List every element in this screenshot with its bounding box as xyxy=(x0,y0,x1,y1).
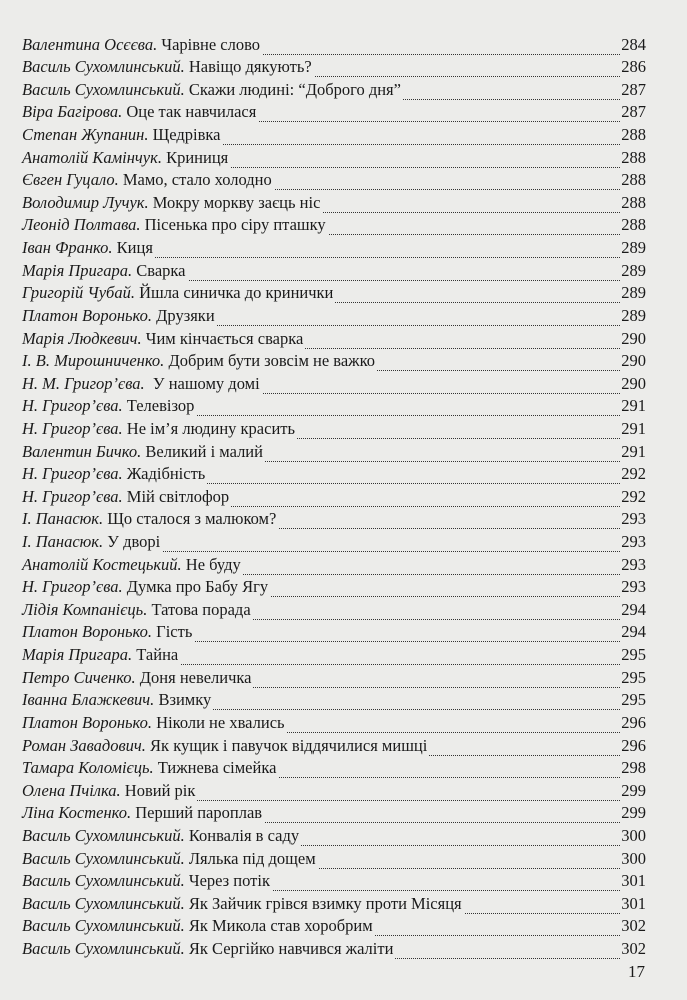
toc-author: Анатолій Костецький. xyxy=(22,554,182,574)
toc-entry-text xyxy=(22,57,314,77)
toc-page-number: 296 xyxy=(621,735,646,755)
toc-leader-line xyxy=(260,393,620,394)
toc-entry-text xyxy=(22,622,194,642)
toc-title: Татова порада xyxy=(147,599,251,619)
toc-page-number: 291 xyxy=(621,418,646,438)
toc-author: Марія Пригара. xyxy=(22,260,133,280)
toc-title: Великий і малий xyxy=(141,441,263,461)
toc-entry-text xyxy=(22,396,196,416)
toc-author: Василь Сухомлинський. xyxy=(22,79,185,99)
toc-leader-line xyxy=(160,551,620,552)
toc-leader-line xyxy=(316,868,620,869)
toc-title: Скажи людині: “Доброго дня” xyxy=(184,79,401,99)
toc-leader-line xyxy=(393,958,620,959)
toc-page-number: 302 xyxy=(621,916,646,936)
toc-leader-line xyxy=(333,302,620,303)
toc-author: Олена Пчілка. xyxy=(22,780,121,800)
toc-leader-line xyxy=(251,619,620,620)
toc-entry-text xyxy=(22,916,375,936)
toc-title: Як Зайчик грівся взимку проти Місяця xyxy=(184,893,462,913)
toc-title: Пісенька про сіру пташку xyxy=(140,215,326,235)
toc-leader-line xyxy=(211,709,620,710)
toc-author: Н. М. Григор’єва. xyxy=(22,373,145,393)
toc-leader-line xyxy=(186,280,620,281)
toc-author: Василь Сухомлинський. xyxy=(22,825,185,845)
toc-entry xyxy=(22,511,646,534)
toc-leader-line xyxy=(263,461,620,462)
toc-entry-text xyxy=(22,736,429,756)
toc-page-number: 292 xyxy=(621,464,646,484)
toc-entry xyxy=(22,782,646,805)
toc-entry-text xyxy=(22,442,265,462)
toc-entry-text xyxy=(22,532,162,552)
toc-author: Н. Григор’єва. xyxy=(22,486,123,506)
toc-author: Валентин Бичко. xyxy=(22,441,142,461)
toc-entry-text xyxy=(22,803,264,823)
toc-title: Щедрівка xyxy=(148,125,221,145)
toc-title: Лялька під дощем xyxy=(184,848,316,868)
toc-title: Що сталося з малюком? xyxy=(103,509,277,529)
toc-entry-text xyxy=(22,690,213,710)
toc-title: Оце так навчилася xyxy=(122,102,257,122)
toc-leader-line xyxy=(195,800,620,801)
toc-entry xyxy=(22,149,646,172)
toc-page-number: 293 xyxy=(621,509,646,529)
toc-leader-line xyxy=(153,257,620,258)
toc-author: Н. Григор’єва. xyxy=(22,464,123,484)
toc-entry-text xyxy=(22,849,318,869)
toc-title: Доня невеличка xyxy=(135,667,252,687)
toc-entry-text xyxy=(22,170,274,190)
toc-entry xyxy=(22,466,646,489)
toc-entry-text xyxy=(22,102,258,122)
toc-entry xyxy=(22,533,646,556)
toc-author: Марія Пригара. xyxy=(22,645,133,665)
toc-page-number: 294 xyxy=(621,599,646,619)
toc-page-number: 289 xyxy=(621,260,646,280)
toc-title: Йшла синичка до кринички xyxy=(134,283,334,303)
toc-entry xyxy=(22,940,646,963)
toc-entry-text xyxy=(22,125,222,145)
toc-entry xyxy=(22,104,646,127)
toc-page-number: 291 xyxy=(621,396,646,416)
toc-page-number: 289 xyxy=(621,305,646,325)
toc-entry xyxy=(22,420,646,443)
toc-page-number: 284 xyxy=(621,34,646,54)
toc-author: Н. Григор’єва. xyxy=(22,577,123,597)
toc-leader-line xyxy=(215,325,620,326)
toc-entry xyxy=(22,375,646,398)
toc-entry xyxy=(22,194,646,217)
toc-title: Як Микола став хоробрим xyxy=(184,916,373,936)
toc-entry xyxy=(22,873,646,896)
toc-entry xyxy=(22,81,646,104)
toc-title: Перший пароплав xyxy=(131,803,263,823)
toc-leader-line xyxy=(228,167,620,168)
toc-leader-line xyxy=(427,755,620,756)
toc-entry-text xyxy=(22,283,335,303)
toc-leader-line xyxy=(462,913,620,914)
toc-title: Не буду xyxy=(181,554,241,574)
toc-author: І. Панасюк. xyxy=(22,532,104,552)
toc-entry xyxy=(22,443,646,466)
toc-title: Чарівне слово xyxy=(157,34,261,54)
toc-title: У дворі xyxy=(103,532,161,552)
toc-entry-text xyxy=(22,600,253,620)
toc-author: Степан Жупанин. xyxy=(22,125,149,145)
toc-leader-line xyxy=(295,438,620,439)
toc-title: Взимку xyxy=(154,690,212,710)
toc-title: Сварка xyxy=(132,260,186,280)
toc-entry-text xyxy=(22,487,231,507)
toc-title: Тижнева сімейка xyxy=(153,758,277,778)
toc-entry xyxy=(22,36,646,59)
toc-author: Ліна Костенко. xyxy=(22,803,132,823)
toc-page-number: 298 xyxy=(621,758,646,778)
toc-entry-text xyxy=(22,668,253,688)
toc-entry xyxy=(22,646,646,669)
toc-title: Чим кінчається сварка xyxy=(141,328,304,348)
page-number: 17 xyxy=(628,962,645,981)
toc-leader-line xyxy=(178,664,620,665)
toc-page-number: 291 xyxy=(621,441,646,461)
toc-leader-line xyxy=(326,234,620,235)
toc-page-number: 293 xyxy=(621,577,646,597)
toc-title: Криниця xyxy=(161,147,229,167)
toc-author: Платон Воронько. xyxy=(22,712,153,732)
toc-page-number: 289 xyxy=(621,283,646,303)
toc-author: Іван Франко. xyxy=(22,238,113,258)
toc-author: Лідія Компанієць. xyxy=(22,599,148,619)
toc-leader-line xyxy=(276,777,620,778)
toc-page-number: 287 xyxy=(621,79,646,99)
toc-leader-line xyxy=(320,212,620,213)
toc-page-number: 293 xyxy=(621,554,646,574)
toc-author: Тамара Коломієць. xyxy=(22,758,154,778)
toc-leader-line xyxy=(241,574,620,575)
toc-page-number: 300 xyxy=(621,825,646,845)
toc-entry xyxy=(22,307,646,330)
toc-leader-line xyxy=(251,687,620,688)
toc-title: Друзяки xyxy=(152,305,215,325)
toc-author: Василь Сухомлинський. xyxy=(22,938,185,958)
toc-title: Ніколи не хвались xyxy=(152,712,285,732)
toc-page-number: 293 xyxy=(621,532,646,552)
toc-entry xyxy=(22,850,646,873)
toc-page-number: 289 xyxy=(621,238,646,258)
toc-entry xyxy=(22,59,646,82)
toc-author: І. В. Мирошниченко. xyxy=(22,351,165,371)
toc-leader-line xyxy=(260,54,620,55)
toc-page-number: 296 xyxy=(621,712,646,732)
toc-leader-line xyxy=(192,641,620,642)
toc-page-number: 295 xyxy=(621,690,646,710)
toc-title: Мамо, стало холодно xyxy=(118,170,272,190)
toc-entry xyxy=(22,488,646,511)
toc-author: Володимир Лучук. xyxy=(22,192,149,212)
toc-entry xyxy=(22,330,646,353)
toc-entry xyxy=(22,692,646,715)
toc-entry-text xyxy=(22,577,270,597)
toc-leader-line xyxy=(229,506,620,507)
toc-leader-line xyxy=(375,370,620,371)
toc-page-number: 288 xyxy=(621,215,646,235)
toc-page-number: 290 xyxy=(621,328,646,348)
toc-title: Добрим бути зовсім не важко xyxy=(164,351,376,371)
toc-entry xyxy=(22,579,646,602)
toc-author: Валентина Осєєва. xyxy=(22,34,158,54)
toc-entry xyxy=(22,805,646,828)
toc-author: Н. Григор’єва. xyxy=(22,418,123,438)
toc-leader-line xyxy=(256,121,620,122)
toc-leader-line xyxy=(276,528,620,529)
toc-entry xyxy=(22,895,646,918)
table-of-contents xyxy=(22,36,687,963)
toc-entry-text xyxy=(22,464,207,484)
toc-author: Григорій Чубай. xyxy=(22,283,135,303)
toc-page-number: 302 xyxy=(621,938,646,958)
toc-entry xyxy=(22,217,646,240)
toc-entry xyxy=(22,353,646,376)
toc-entry xyxy=(22,918,646,941)
toc-leader-line xyxy=(303,348,620,349)
toc-leader-line xyxy=(373,935,620,936)
toc-leader-line xyxy=(205,483,620,484)
toc-leader-line xyxy=(194,415,620,416)
toc-page-number: 286 xyxy=(621,57,646,77)
toc-title: Навіщо дякують? xyxy=(184,57,312,77)
toc-author: Василь Сухомлинський. xyxy=(22,871,185,891)
toc-entry-text xyxy=(22,215,328,235)
toc-entry xyxy=(22,624,646,647)
toc-leader-line xyxy=(268,596,620,597)
toc-entry xyxy=(22,737,646,760)
toc-page-number: 299 xyxy=(621,780,646,800)
toc-page-number: 290 xyxy=(621,351,646,371)
toc-title: У нашому домі xyxy=(144,373,260,393)
toc-entry-text xyxy=(22,555,243,575)
toc-page-number: 299 xyxy=(621,803,646,823)
toc-entry-text xyxy=(22,80,403,100)
toc-page-number: 288 xyxy=(621,125,646,145)
toc-author: Василь Сухомлинський. xyxy=(22,893,185,913)
toc-leader-line xyxy=(262,822,620,823)
toc-leader-line xyxy=(285,732,620,733)
toc-leader-line xyxy=(299,845,620,846)
toc-page-number: 287 xyxy=(621,102,646,122)
toc-entry-text xyxy=(22,35,262,55)
toc-title: Думка про Бабу Ягу xyxy=(122,577,269,597)
toc-entry xyxy=(22,126,646,149)
toc-entry-text xyxy=(22,193,322,213)
toc-page-number: 300 xyxy=(621,848,646,868)
toc-entry-text xyxy=(22,261,188,281)
toc-entry xyxy=(22,760,646,783)
toc-page-number: 295 xyxy=(621,667,646,687)
toc-page-number: 301 xyxy=(621,871,646,891)
toc-author: Леонід Полтава. xyxy=(22,215,141,235)
toc-entry xyxy=(22,239,646,262)
toc-entry xyxy=(22,262,646,285)
toc-title: Новий рік xyxy=(120,780,196,800)
toc-entry xyxy=(22,172,646,195)
toc-author: Віра Багірова. xyxy=(22,102,123,122)
toc-entry-text xyxy=(22,781,197,801)
toc-author: Іванна Блажкевич. xyxy=(22,690,155,710)
toc-leader-line xyxy=(312,76,620,77)
toc-title: Як кущик і павучок віддячилися мишці xyxy=(145,735,428,755)
toc-entry xyxy=(22,827,646,850)
toc-author: Євген Гуцало. xyxy=(22,170,119,190)
toc-title: Жадібність xyxy=(122,464,206,484)
toc-entry-text xyxy=(22,758,278,778)
toc-author: Василь Сухомлинський. xyxy=(22,848,185,868)
toc-entry xyxy=(22,669,646,692)
toc-entry-text xyxy=(22,939,395,959)
toc-entry-text xyxy=(22,351,377,371)
toc-author: Василь Сухомлинський. xyxy=(22,916,185,936)
toc-title: Мокру моркву заєць ніс xyxy=(148,192,321,212)
toc-page-number: 301 xyxy=(621,893,646,913)
toc-entry xyxy=(22,601,646,624)
toc-title: Гість xyxy=(152,622,193,642)
toc-entry xyxy=(22,556,646,579)
toc-title: Через потік xyxy=(184,871,270,891)
toc-entry-text xyxy=(22,871,272,891)
toc-author: Анатолій Камінчук. xyxy=(22,147,162,167)
toc-leader-line xyxy=(270,890,620,891)
toc-page-number: 288 xyxy=(621,170,646,190)
toc-entry-text xyxy=(22,238,155,258)
toc-author: Роман Завадович. xyxy=(22,735,146,755)
toc-page-number: 288 xyxy=(621,192,646,212)
toc-title: Конвалія в саду xyxy=(184,825,300,845)
toc-entry-text xyxy=(22,374,262,394)
toc-leader-line xyxy=(220,144,620,145)
toc-author: Марія Людкевич. xyxy=(22,328,142,348)
toc-entry-text xyxy=(22,509,278,529)
toc-entry xyxy=(22,285,646,308)
toc-entry-text xyxy=(22,419,297,439)
toc-leader-line xyxy=(401,99,620,100)
toc-page-number: 288 xyxy=(621,147,646,167)
toc-title: Як Сергійко навчився жаліти xyxy=(184,938,394,958)
toc-entry-text xyxy=(22,306,217,326)
toc-entry-text xyxy=(22,894,464,914)
toc-title: Телевізор xyxy=(122,396,195,416)
toc-entry-text xyxy=(22,329,305,349)
toc-author: І. Панасюк. xyxy=(22,509,104,529)
toc-author: Василь Сухомлинський. xyxy=(22,57,185,77)
toc-entry-text xyxy=(22,826,301,846)
toc-entry-text xyxy=(22,645,180,665)
toc-title: Тайна xyxy=(132,645,179,665)
toc-page-number: 292 xyxy=(621,486,646,506)
toc-title: Мій світлофор xyxy=(122,486,230,506)
toc-title: Не ім’я людину красить xyxy=(122,418,296,438)
toc-author: Н. Григор’єва. xyxy=(22,396,123,416)
toc-page-number: 295 xyxy=(621,645,646,665)
toc-author: Платон Воронько. xyxy=(22,305,153,325)
toc-page-number: 294 xyxy=(621,622,646,642)
toc-author: Платон Воронько. xyxy=(22,622,153,642)
toc-entry-text xyxy=(22,713,287,733)
toc-author: Петро Сиченко. xyxy=(22,667,136,687)
toc-page-number: 290 xyxy=(621,373,646,393)
toc-entry-text xyxy=(22,148,230,168)
toc-title: Киця xyxy=(112,238,153,258)
toc-entry xyxy=(22,398,646,421)
toc-entry xyxy=(22,714,646,737)
toc-leader-line xyxy=(272,189,620,190)
